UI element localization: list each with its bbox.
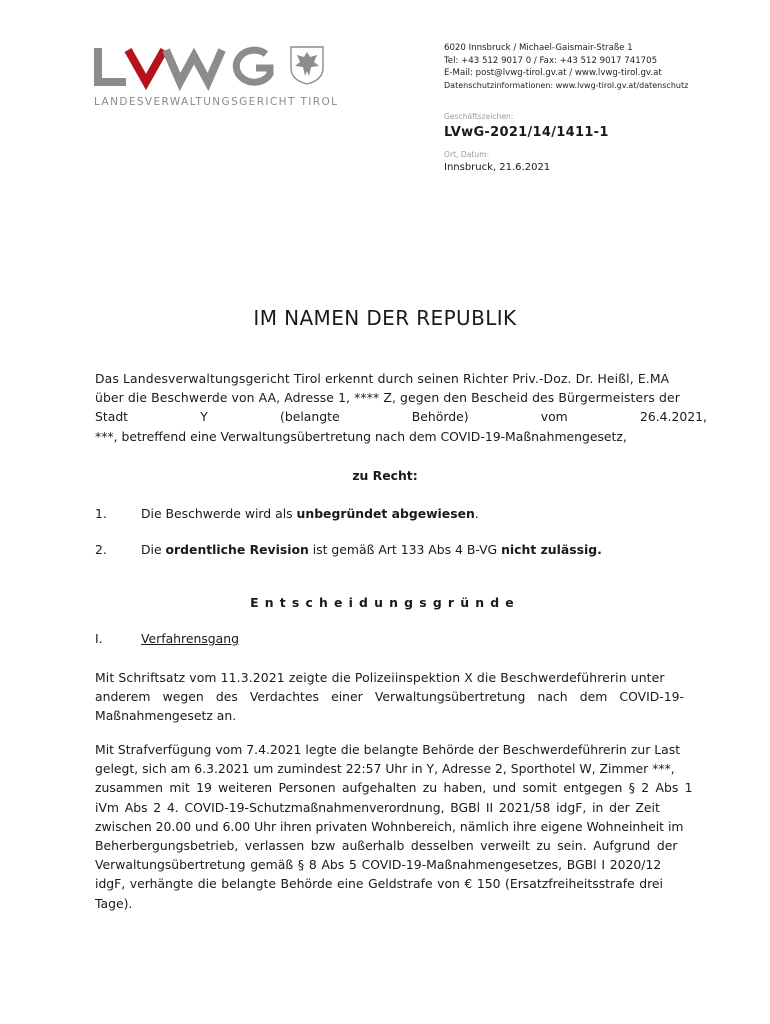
- procedure-paragraph-1: [95, 668, 707, 726]
- item-text-bold: ordentliche Revision: [165, 542, 309, 557]
- section-number: I.: [95, 631, 103, 646]
- case-number-label: Geschäftszeichen:: [444, 112, 514, 121]
- text-line: Maßnahmengesetz an.: [95, 708, 237, 724]
- word: Y: [200, 409, 208, 425]
- text-line: [95, 668, 707, 687]
- text-line: [95, 855, 707, 874]
- word: Stadt: [95, 409, 129, 425]
- word: 26.4.2021,: [639, 409, 707, 425]
- item-text-mid: ist gemäß Art 133 Abs 4 B-VG: [308, 542, 502, 557]
- court-name: LANDESVERWALTUNGSGERICHT TIROL: [94, 96, 339, 108]
- item-text: [141, 540, 602, 559]
- line-text: Mit Strafverfügung vom 7.4.2021 legte die belangte Behörde der Beschwerdeführerin zur Last: [95, 742, 681, 757]
- line-text: zwischen 20.00 und 6.00 Uhr ihren privaten Wohnbereich, nämlich ihre eigene Wohneinheit im: [95, 818, 684, 834]
- document-heading: IM NAMEN DER REPUBLIK: [253, 306, 517, 330]
- line-text: Verwaltungsübertretung gemäß § 8 Abs 5 COVID-19-Maßnahmengesetzes, BGBl I 2020/12: [95, 857, 662, 873]
- line-text: idgF, verhängte die belangte Behörde eine Geldstrafe von € 150 (Ersatzfreiheitsstrafe drei: [95, 876, 663, 892]
- text-line: [95, 740, 707, 759]
- text-line: [95, 874, 707, 893]
- phone-fax-line: Tel: +43 512 9017 0 / Fax: +43 512 9017 741705: [444, 55, 658, 66]
- line-text: gelegt, sich am 6.3.2021 um zumindest 22:57 Uhr in Y, Adresse 2, Sporthotel W, Zimmer ***,: [95, 761, 675, 777]
- item-text-post: .: [474, 506, 479, 521]
- text-line: [95, 778, 707, 797]
- word: vom: [540, 409, 568, 425]
- text-line: [95, 687, 707, 706]
- text-line: [95, 817, 707, 836]
- line-text: zusammen mit 19 weiteren Personen aufgehalten zu haben, und somit entgegen § 2 Abs 1: [95, 780, 693, 796]
- contact-address-block: [444, 42, 744, 92]
- text-line: [95, 798, 707, 817]
- line-text: über die Beschwerde von AA, Adresse 1, **** Z, gegen den Bescheid des Bürgermeisters der: [95, 390, 680, 406]
- item-text-bold: unbegründet abgewiesen: [296, 506, 475, 521]
- text-line: [95, 759, 707, 778]
- address-line: 6020 Innsbruck / Michael-Gaismair-Straße 1: [444, 43, 633, 53]
- word: (belangte: [280, 409, 340, 425]
- line-text: anderem wegen des Verdachtes einer Verwaltungsübertretung nach dem COVID-19-: [95, 689, 684, 705]
- item-text: [141, 504, 479, 523]
- tyrol-eagle-crest-icon: [287, 44, 327, 86]
- item-text-pre: Die Beschwerde wird als: [141, 506, 297, 521]
- reasons-heading: Entscheidungsgründe: [250, 595, 520, 610]
- item-number: 2.: [95, 542, 107, 557]
- place-date: Innsbruck, 21.6.2021: [444, 162, 551, 173]
- verdict-heading: zu Recht:: [352, 468, 418, 483]
- line-text: Beherbergungsbetrieb, verlassen bzw außerhalb desselben verweilt zu sein. Aufgrund der: [95, 838, 678, 854]
- case-number: LVwG-2021/14/1411-1: [444, 125, 609, 140]
- privacy-line: Datenschutzinformationen: www.lvwg-tirol.gv.at/datenschutz: [444, 80, 689, 90]
- item-text-bold-2: nicht zulässig.: [501, 542, 602, 557]
- place-date-label: Ort, Datum:: [444, 150, 490, 159]
- text-line: [95, 388, 707, 407]
- word: Behörde): [411, 409, 469, 425]
- line-text: Mit Schriftsatz vom 11.3.2021 zeigte die Polizeiinspektion X die Beschwerdeführerin unter: [95, 670, 665, 685]
- text-line: ***, betreffend eine Verwaltungsübertretung nach dem COVID-19-Maßnahmengesetz,: [95, 428, 627, 444]
- text-line: [95, 369, 707, 388]
- procedure-paragraph-2: [95, 740, 707, 913]
- text-line: [95, 836, 707, 855]
- item-text-pre: Die: [141, 542, 166, 557]
- section-title: Verfahrensgang: [141, 631, 239, 646]
- line-text: iVm Abs 2 4. COVID-19-Schutzmaßnahmenverordnung, BGBl II 2021/58 idgF, in der Zeit: [95, 799, 660, 815]
- line-text: Das Landesverwaltungsgericht Tirol erkennt durch seinen Richter Priv.-Doz. Dr. Heißl, E.MA: [95, 371, 670, 386]
- email-web-line: E-Mail: post@lvwg-tirol.gv.at / www.lvwg-tirol.gv.at: [444, 68, 662, 79]
- text-line: Tage).: [95, 895, 133, 911]
- text-line-justified: [95, 407, 707, 426]
- item-number: 1.: [95, 506, 107, 521]
- intro-paragraph: [95, 369, 707, 446]
